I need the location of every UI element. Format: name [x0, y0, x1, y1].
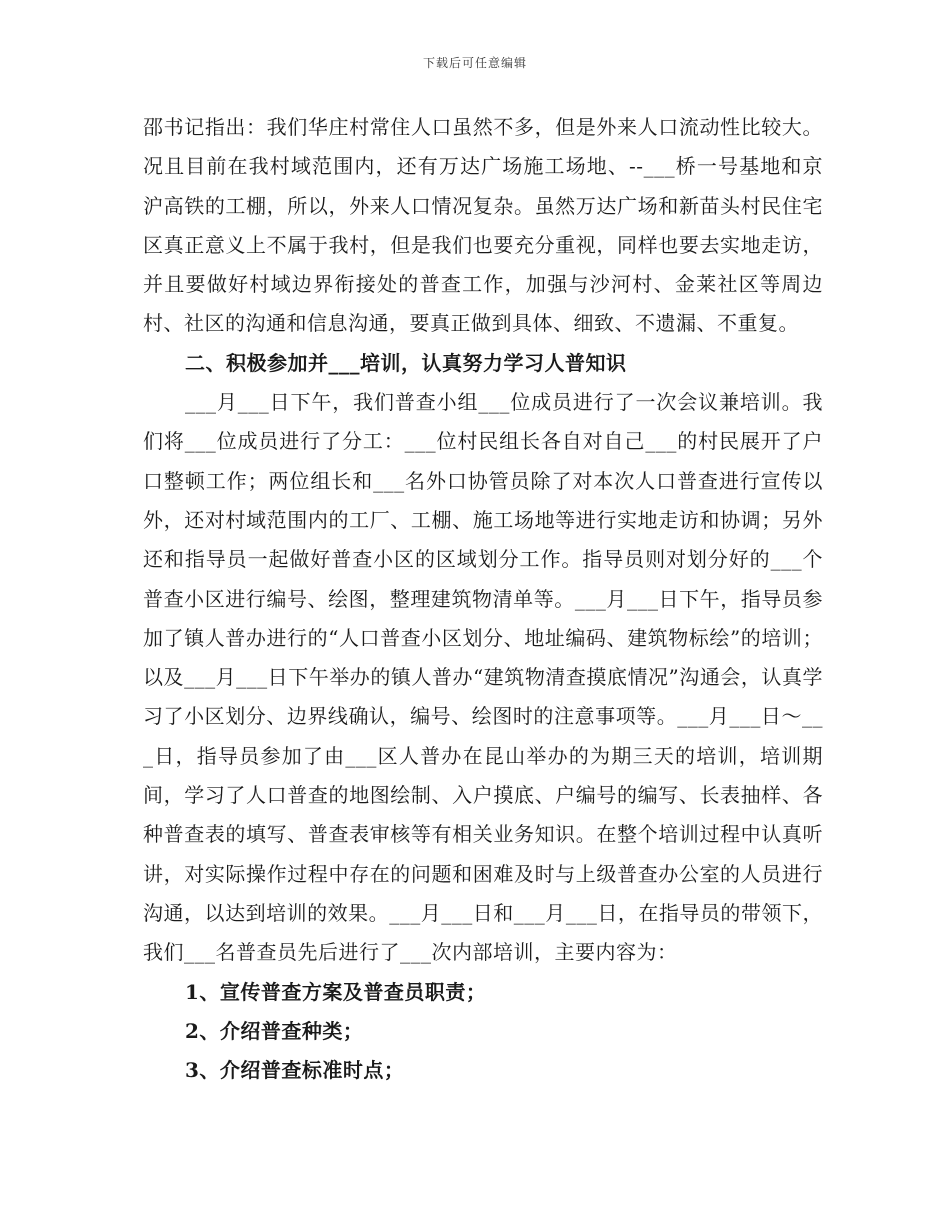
paragraph: ___月___日下午，我们普查小组___位成员进行了一次会议兼培训。我们将___位成员进行了分工：___位村民组长各自对自己___的村民展开了户口整顿工作；两位组长和___名外口协管员除了对本次人口普查进行宣传以外，还对村域范围内的工厂、工棚、施工场地等进行实地走访和协调；另外还和指导员一起做好普查小区的区域划分工作。指导员则对划分好的___个普查小区进行编号、绘图，整理建筑物清单等。___月___日下午，指导员参加了镇人普办进行的“人口普查小区划分、地址编码、建筑物标绘”的培训；以及___月___日下午举办的镇人普办“建筑物清查摸底情况”沟通会，认真学习了小区划分、边界线确认，编号、绘图时的注意事项等。___月___日～___日，指导员参加了由___区人普办在昆山举办的为期三天的培训，培训期间，学习了人口普查的地图绘制、入户摸底、户编号的编写、长表抽样、各种普查表的填写、普查表审核等有相关业务知识。在整个培训过程中认真听讲，对实际操作过程中存在的问题和困难及时与上级普查办公室的人员进行沟通，以达到培训的效果。___月___日和___月___日，在指导员的带领下，我们___名普查员先后进行了___次内部培训，主要内容为：	[143, 390, 823, 965]
document-body	[143, 108, 823, 1090]
page-header: 下载后可任意编辑	[422, 56, 527, 70]
list-item: 2、介绍普查种类；	[185, 1018, 364, 1043]
list-item: 3、介绍普查标准时点；	[185, 1058, 405, 1083]
paragraph: 邵书记指出：我们华庄村常住人口虽然不多，但是外来人口流动性比较大。况且目前在我村域范围内，还有万达广场施工场地、--___桥一号基地和京沪高铁的工棚，所以，外来人口情况复杂。虽然万达广场和新苗头村民住宅区真正意义上不属于我村，但是我们也要充分重视，同样也要去实地走访，并且要做好村域边界衔接处的普查工作，加强与沙河村、金莱社区等周边村、社区的沟通和信息沟通，要真正做到具体、细致、不遗漏、不重复。	[143, 115, 823, 336]
list-item: 1、宣传普查方案及普查员职责；	[185, 979, 487, 1004]
section-heading: 二、积极参加并___培训，认真努力学习人普知识	[185, 350, 627, 375]
